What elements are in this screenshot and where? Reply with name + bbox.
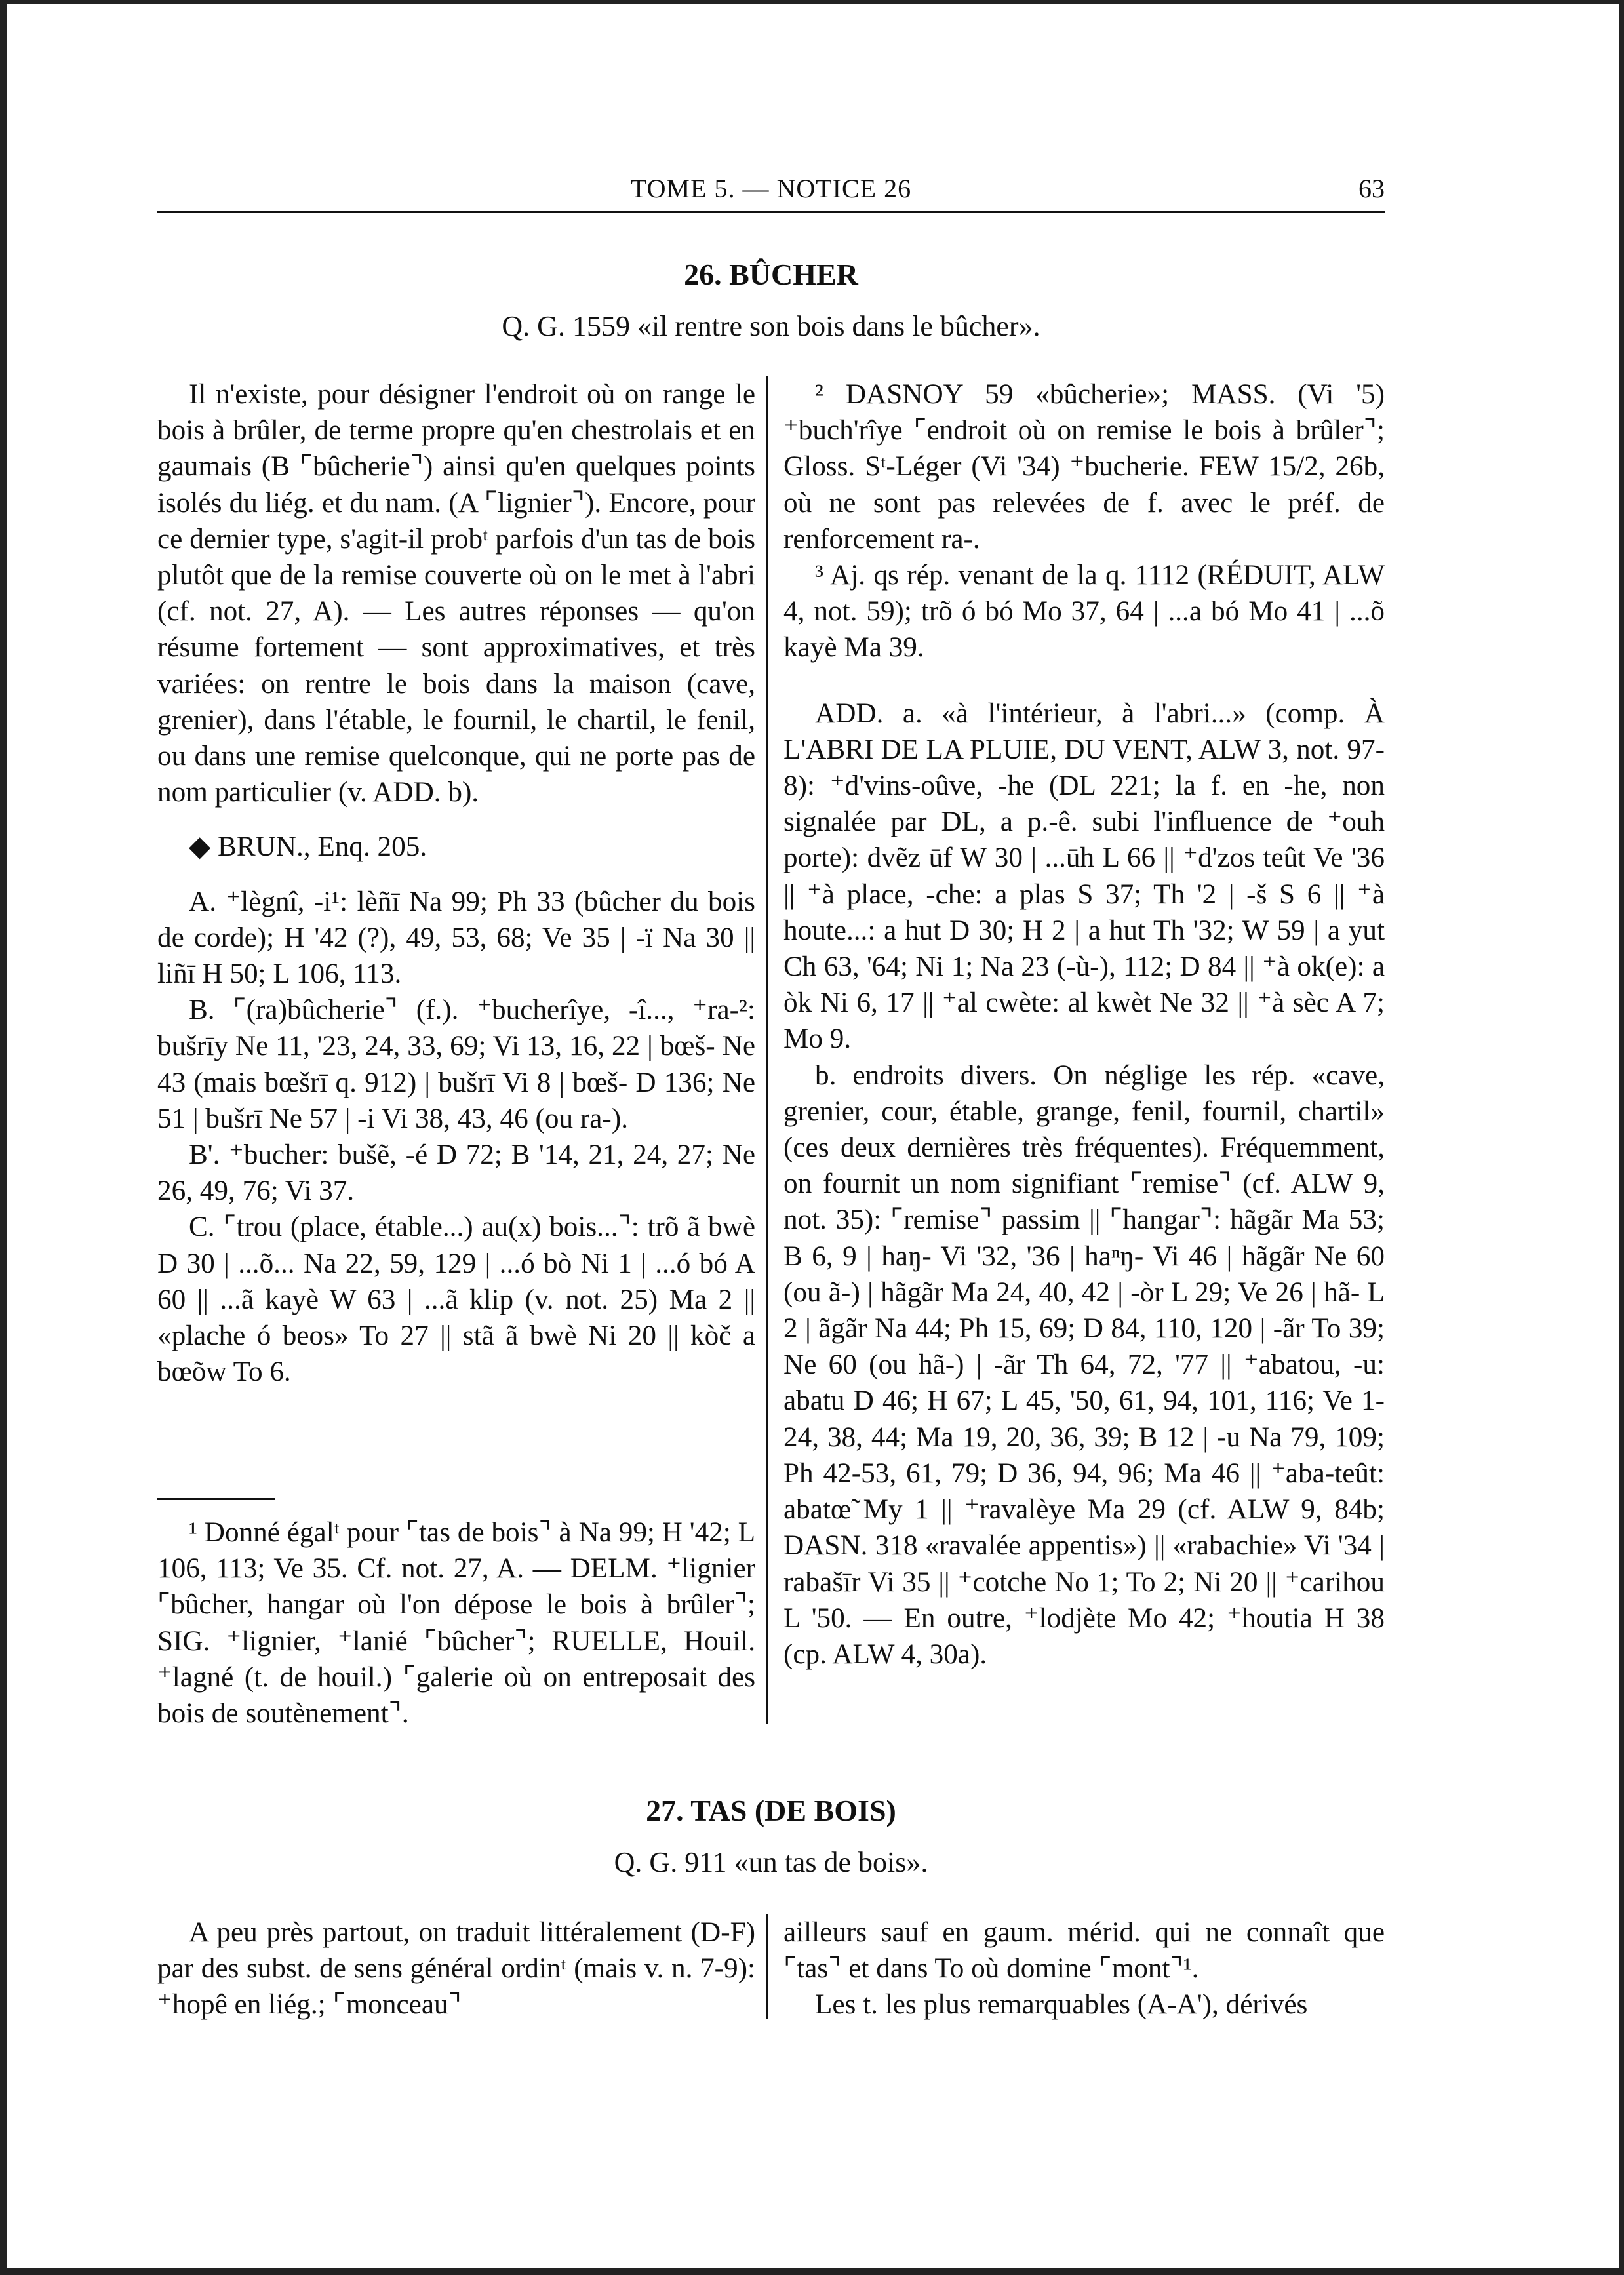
addendum-b: b. endroits divers. On néglige les rép. «cave, grenier, cour, étable, grange, fenil, fournil, chartil» (ces deux dernières très fréquentes). Fréquemment, on fournit un nom signifiant ⌜remise⌝ (cf. ALW 9, not. 35): ⌜remise⌝ passim || ⌜hangar⌝: hãgãr Ma 53; B 6, 9 | haŋ- Vi '32, '36 | haⁿŋ- Vi 46 | hãgãr Ne 60 (ou ã-) | hãgãr Ma 24, 40, 42 | -òr L 29; Ve 26 | hã- L 2 | ãgãr Na 44; Ph 15, 69; D 84, 110, 120 | -ãr To 39; Ne 60 (ou hã-) | -ãr Th 64, 72, '77 || ⁺abatou, -u: abatu D 46; H 67; L 45, '50, 61, 94, 101, 116; Ve 1-24, 38, 44; Ma 19, 20, 36, 39; B 12 | -u Na 79, 109; Ph 42-53, 61, 79; D 36, 94, 96; Ma 46 || ⁺aba-teût: abatœ̃ My 1 || ⁺ravalèye Ma 29 (cf. ALW 9, 84b; DASN. 318 «ravalée appentis») || «rabachie» Vi '34 | rabašīr Vi 35 || ⁺cotche No 1; To 2; Ni 20 || ⁺carihou L '50. — En outre, ⁺lodjète Mo 42; ⁺houtia H 38 (cp. ALW 4, 30a). [783, 1059, 1385, 1670]
section-27-left-column [157, 1914, 755, 2023]
section-27-next-paragraph: Les t. les plus remarquables (A-A'), dérivés [815, 1989, 1308, 2021]
footnote-2: ² DASNOY 59 «bûcherie»; MASS. (Vi '5) ⁺buch'rîye ⌜endroit où on remise le bois à brûler⌝; Gloss. Sᵗ-Léger (Vi '34) ⁺bucherie. FEW 15/2, 26b, où ne sont pas relevées de f. avec le préf. de renforcement ra-. [783, 379, 1385, 555]
intro-paragraph: Il n'existe, pour désigner l'endroit où on range le bois à brûler, de terme propre qu'en chestrolais et en gaumais (B ⌜bûcherie⌝) ainsi qu'en quelques points isolés du liég. et du nam. (A ⌜lignier⌝). Encore, pour ce dernier type, s'agit-il probᵗ parfois d'un tas de bois plutôt que de la remise couverte où on le met à l'abri (cf. not. 27, A). — Les autres réponses — qu'on résume fortement — sont approximatives, et très variées: on rentre le bois dans la maison (cave, grenier), dans l'étable, le fournil, le chartil, le fenil, ou dans une remise quelconque, qui ne porte pas de nom particulier (v. ADD. b). [157, 379, 755, 808]
section-26-title: 26. BÛCHER [684, 258, 858, 291]
section-27-continued: ailleurs sauf en gaum. mérid. qui ne connaît que ⌜tas⌝ et dans To où domine ⌜mont⌝¹. [783, 1917, 1385, 1985]
entry-c: C. ⌜trou (place, étable...) au(x) bois...⌝: trõ ã bwè D 30 | ...õ... Na 22, 59, 129 | ...ó bò Ni 1 | ...ó bó A 60 || ...ã kayè W 63 | ...ã klip (v. not. 25) Ma 2 || «plache ó beos» To 27 || stã ã bwè Ni 20 || kòč a bœõw To 6. [157, 1212, 755, 1388]
section-27-question: Q. G. 911 «un tas de bois». [614, 1846, 928, 1878]
footnote-rule [157, 1498, 275, 1500]
footnote-3: ³ Aj. qs rép. venant de la q. 1112 (RÉDUIT, ALW 4, not. 59); trõ ó bó Mo 37, 64 | ...a bó Mo 41 | ...õ kayè Ma 39. [783, 560, 1385, 663]
page-number: 63 [1358, 174, 1385, 203]
section-26-footnotes [157, 1514, 755, 1731]
entry-a: A. ⁺lègnî, -i¹: lèñī Na 99; Ph 33 (bûcher du bois de corde); H '42 (?), 49, 53, 68; Ve 35 | -ï Na 30 || liñī H 50; L 106, 113. [157, 886, 755, 990]
running-header [157, 169, 1385, 208]
section-26-question: Q. G. 1559 «il rentre son bois dans le bûcher». [502, 310, 1040, 342]
section-26-left-column [157, 376, 755, 1390]
section-27-intro: A peu près partout, on traduit littéralement (D-F) par des subst. de sens général ordinᵗ (mais v. n. 7-9): ⁺hopê en liég.; ⌜monceau⌝ [157, 1917, 755, 2021]
section-27-title: 27. TAS (DE BOIS) [646, 1794, 896, 1827]
addendum-a: ADD. a. «à l'intérieur, à l'abri...» (comp. À L'ABRI DE LA PLUIE, DU VENT, ALW 3, not. 97-8): ⁺d'vins-oûve, -he (DL 221; la f. en -he, non signalée par DL, a p.-ê. subi l'influence de ⁺ouh porte): dvẽz ūf W 30 | ...ūh L 66 || ⁺d'zos teût Ve '36 || ⁺à place, -che: a plas S 37; Th '2 | -š S 6 || ⁺à houte...: a hut D 30; H 2 | a hut Th '32; W 59 | a yut Ch 63, '64; Ni 1; Na 23 (-ù-), 112; D 84 || ⁺à ok(e): a òk Ni 6, 17 || ⁺al cwète: al kwèt Ne 32 || ⁺à sèc A 7; Mo 9. [783, 698, 1385, 1055]
section-26-right-column [783, 376, 1385, 1672]
bibliography-line: ◆ BRUN., Enq. 205. [189, 831, 427, 863]
entry-b: B. ⌜(ra)bûcherie⌝ (f.). ⁺bucherîye, -î..., ⁺ra-²: bušrīy Ne 11, '23, 24, 33, 69; Vi 13, 16, 22 | bœš- Ne 43 (mais bœšrī q. 912) | bušrī Vi 8 | bœš- D 136; Ne 51 | bušrī Ne 57 | -i Vi 38, 43, 46 (ou ra-). [157, 995, 755, 1134]
footnote-1: ¹ Donné égalᵗ pour ⌜tas de bois⌝ à Na 99; H '42; L 106, 113; Ve 35. Cf. not. 27, A. — DELM. ⁺lignier ⌜bûcher, hangar où l'on dépose le bois à brûler⌝; SIG. ⁺lignier, ⁺lanié ⌜bûcher⌝; RUELLE, Houil. ⁺lagné (t. de houil.) ⌜galerie où on entreposait des bois de soutènement⌝. [157, 1517, 755, 1730]
column-divider [766, 376, 768, 1724]
column-divider-27 [766, 1914, 768, 2019]
section-27-right-column [783, 1914, 1385, 2023]
entry-b-prime: B'. ⁺bucher: bušẽ, -é D 72; B '14, 21, 24, 27; Ne 26, 49, 76; Vi 37. [157, 1139, 755, 1207]
header-title: TOME 5. — NOTICE 26 [630, 174, 912, 203]
header-rule [157, 211, 1385, 213]
